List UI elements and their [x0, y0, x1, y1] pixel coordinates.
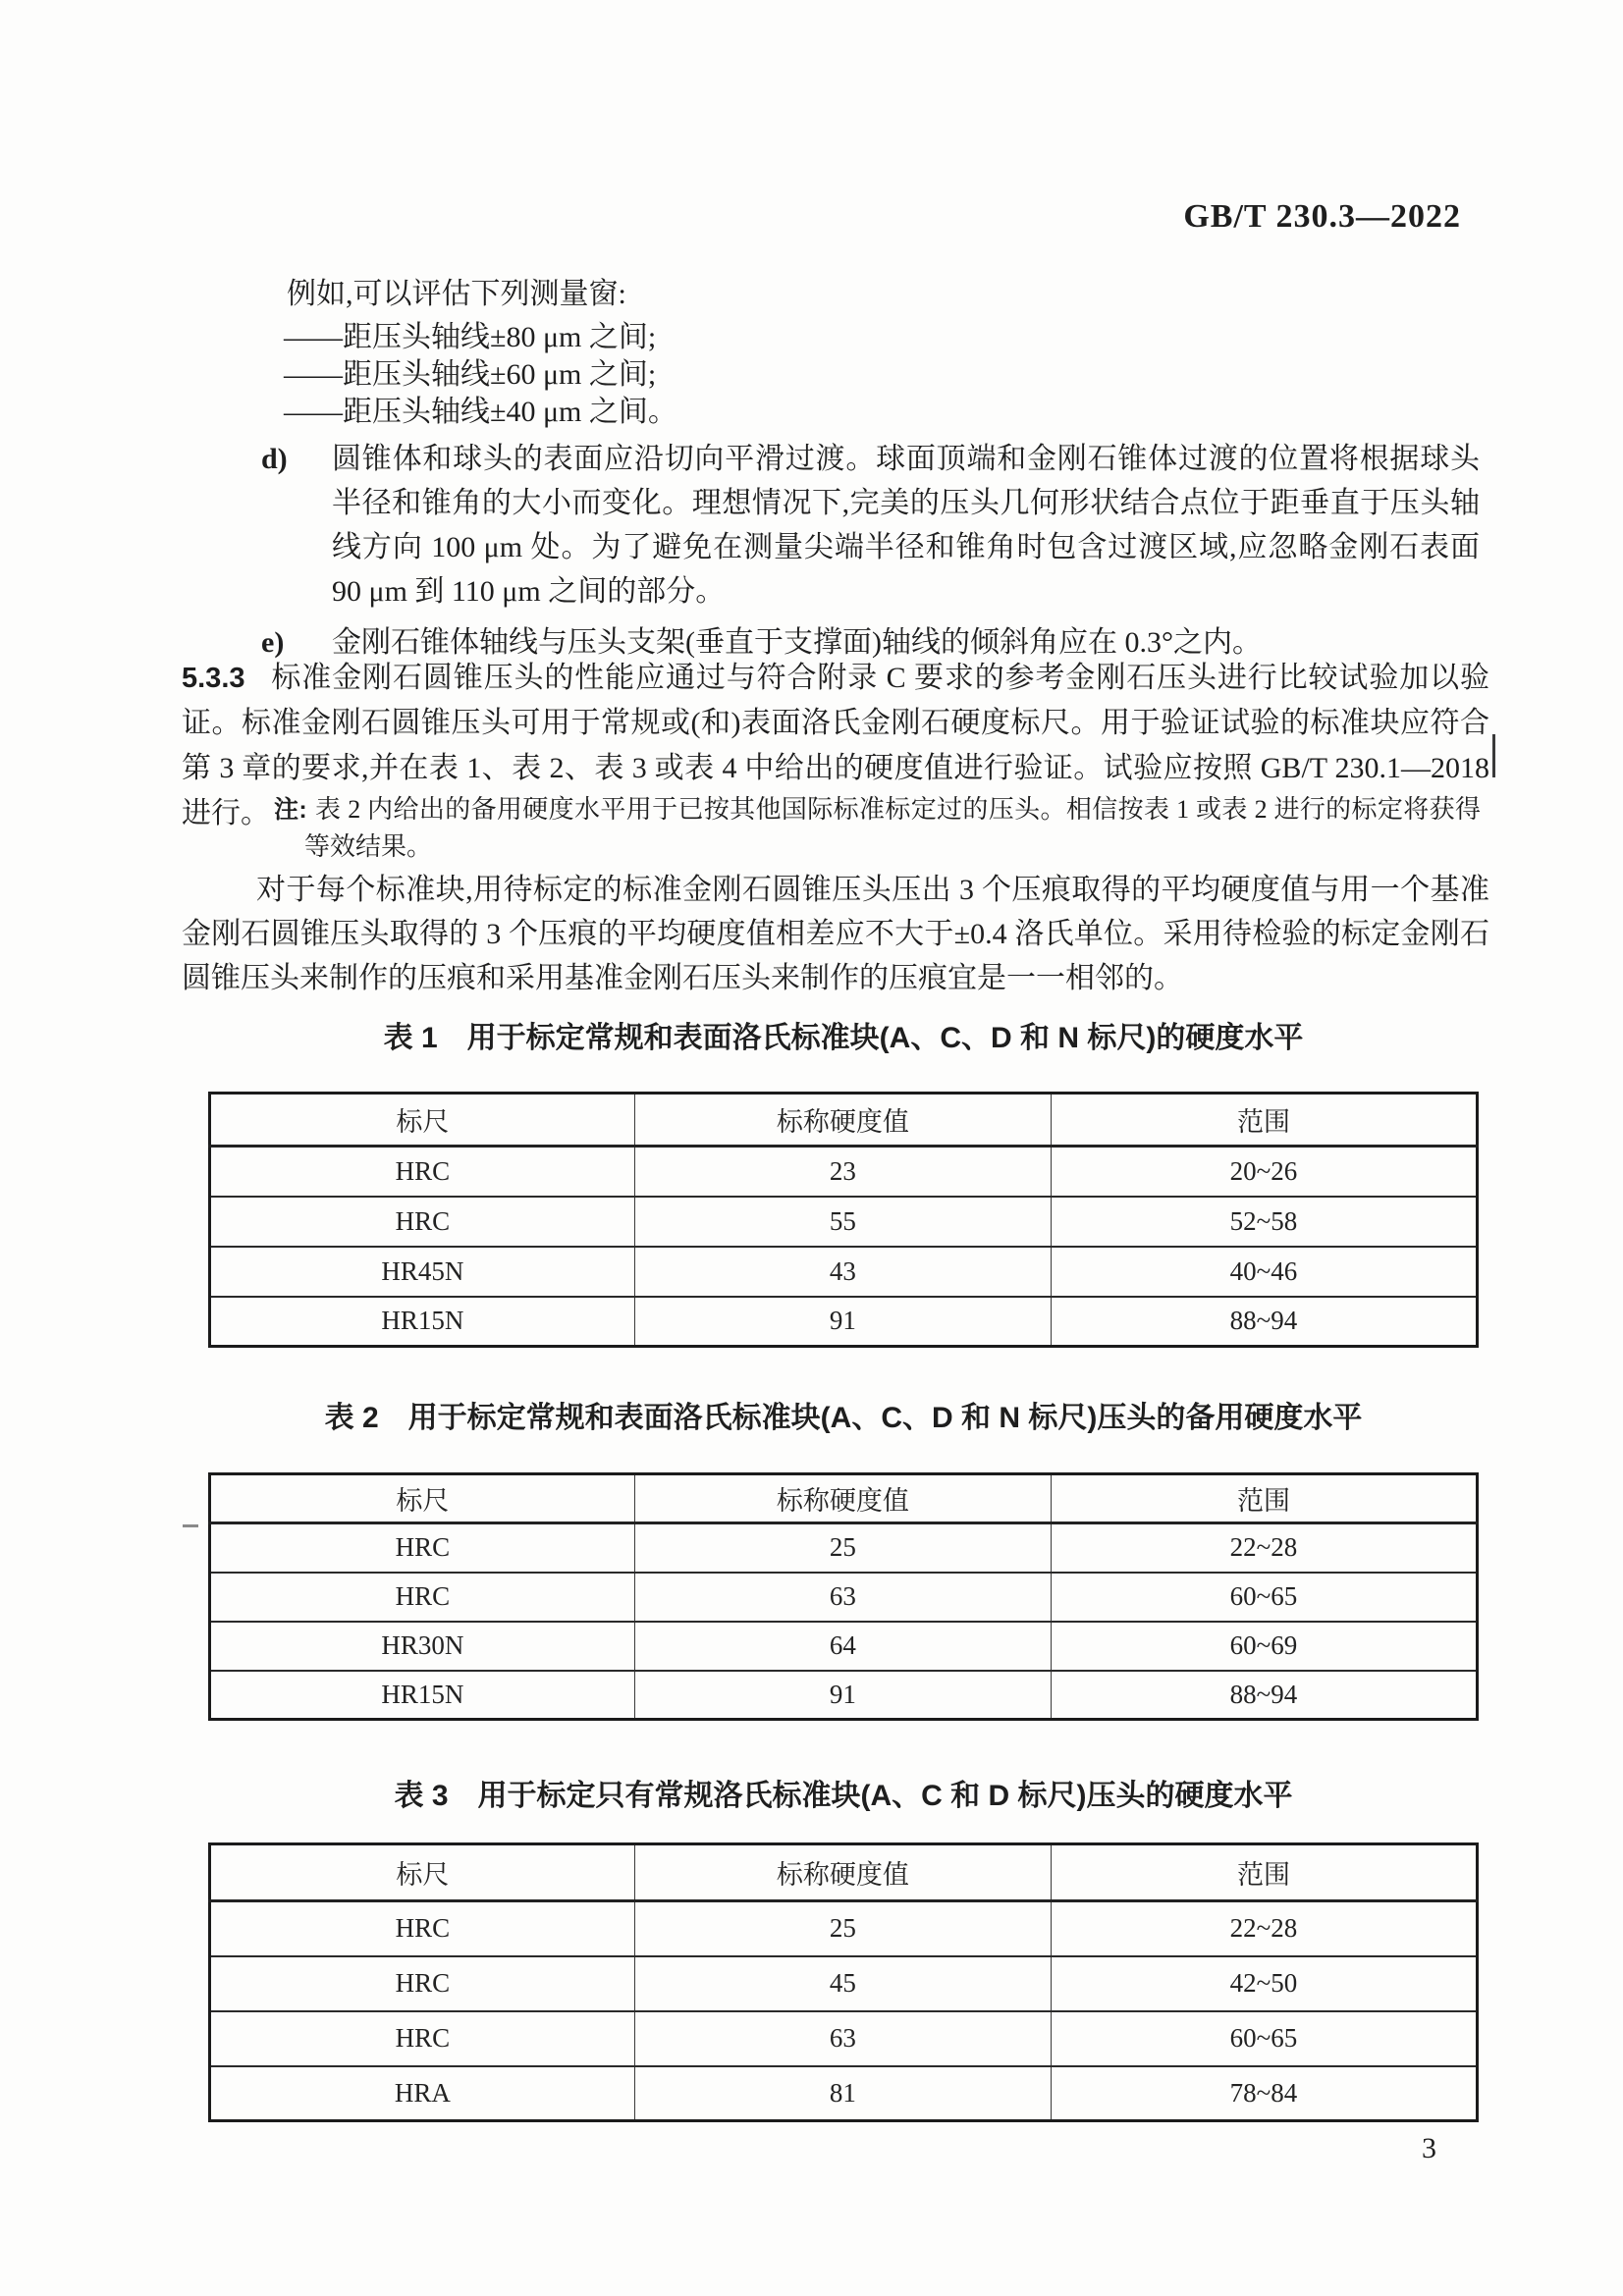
table-header-row [210, 1474, 1478, 1523]
list-item-e-label: e) [261, 626, 285, 659]
table-cell: 60~65 [1051, 2011, 1477, 2066]
intro-line: 例如,可以评估下列测量窗: [287, 278, 626, 310]
table-row [210, 1573, 1478, 1622]
column-header: 标尺 [210, 1094, 635, 1147]
column-header: 范围 [1051, 1844, 1477, 1901]
note-text: 表 2 内给出的备用硬度水平用于已按其他国际标准标定过的压头。相信按表 1 或表 2 进行的标定将获得等效结果。 [304, 795, 1481, 861]
table-1 [208, 1092, 1479, 1348]
table-row [210, 2011, 1478, 2066]
table-cell: HRA [210, 2066, 635, 2121]
table-cell: HRC [210, 1901, 635, 1956]
table-cell: 88~94 [1051, 1297, 1477, 1347]
table-2-title: 表 2 用于标定常规和表面洛氏标准块(A、C、D 和 N 标尺)压头的备用硬度水平 [324, 1402, 1363, 1434]
table-cell: 63 [634, 1573, 1051, 1622]
table-header-row [210, 1844, 1478, 1901]
table-cell: 78~84 [1051, 2066, 1477, 2121]
table-3 [208, 1842, 1479, 2122]
table-cell: 40~46 [1051, 1247, 1477, 1297]
table-cell: 25 [634, 1523, 1051, 1573]
column-header: 标称硬度值 [634, 1094, 1051, 1147]
table-row [210, 1197, 1478, 1247]
bullet-item: ——距压头轴线±80 μm 之间; [284, 321, 657, 353]
bullet-item: ——距压头轴线±60 μm 之间; [284, 358, 657, 391]
standard-number: GB/T 230.3—2022 [1183, 198, 1461, 235]
bullet-item: ——距压头轴线±40 μm 之间。 [284, 396, 677, 428]
table-cell: 52~58 [1051, 1197, 1477, 1247]
list-item-e-text: 金刚石锥体轴线与压头支架(垂直于支撑面)轴线的倾斜角应在 0.3°之内。 [332, 626, 1262, 659]
table-cell: 22~28 [1051, 1523, 1477, 1573]
table-row [210, 1297, 1478, 1347]
table-cell: 63 [634, 2011, 1051, 2066]
table-row [210, 1622, 1478, 1671]
column-header: 标称硬度值 [634, 1844, 1051, 1901]
table-cell: HRC [210, 1147, 635, 1197]
table-cell: 60~69 [1051, 1622, 1477, 1671]
table-cell: HRC [210, 2011, 635, 2066]
table-cell: 45 [634, 1956, 1051, 2011]
clause-text: 标准金刚石圆锥压头的性能应通过与符合附录 C 要求的参考金刚石压头进行比较试验加以验证。标准金刚石圆锥压头可用于常规或(和)表面洛氏金刚石硬度标尺。用于验证试验的标准块应符合第 3 章的要求,并在表 1、表 2、表 3 或表 4 中给出的硬度值进行验证。试验应按照 GB/T 230.1—2018 进行。 [182, 662, 1489, 829]
column-header: 标尺 [210, 1844, 635, 1901]
table-row [210, 2066, 1478, 2121]
table-cell: HRC [210, 1197, 635, 1247]
column-header: 范围 [1051, 1094, 1477, 1147]
table-cell: 55 [634, 1197, 1051, 1247]
table-cell: HR30N [210, 1622, 635, 1671]
list-item-d [261, 437, 1480, 614]
table-cell: HR15N [210, 1297, 635, 1347]
table-row [210, 1901, 1478, 1956]
margin-change-bar [1492, 734, 1495, 777]
table-cell: 81 [634, 2066, 1051, 2121]
table-cell: 23 [634, 1147, 1051, 1197]
table-row [210, 1523, 1478, 1573]
table-cell: HRC [210, 1956, 635, 2011]
table-3-title: 表 3 用于标定只有常规洛氏标准块(A、C 和 D 标尺)压头的硬度水平 [394, 1780, 1293, 1812]
list-item-d-label: d) [261, 443, 288, 475]
table-cell: HRC [210, 1573, 635, 1622]
table-row [210, 1956, 1478, 2011]
table-cell: 43 [634, 1247, 1051, 1297]
note-label: 注: [274, 796, 307, 824]
table-cell: 60~65 [1051, 1573, 1477, 1622]
page-number: 3 [1422, 2132, 1436, 2164]
note-paragraph [274, 791, 1481, 866]
table-cell: 20~26 [1051, 1147, 1477, 1197]
table-row [210, 1247, 1478, 1297]
table-cell: HRC [210, 1523, 635, 1573]
table-cell: 25 [634, 1901, 1051, 1956]
table-cell: 91 [634, 1671, 1051, 1720]
table-row [210, 1147, 1478, 1197]
clause-number: 5.3.3 [182, 663, 245, 694]
table-cell: 64 [634, 1622, 1051, 1671]
column-header: 标称硬度值 [634, 1474, 1051, 1523]
table-cell: 88~94 [1051, 1671, 1477, 1720]
column-header: 范围 [1051, 1474, 1477, 1523]
table-header-row [210, 1094, 1478, 1147]
table-cell: 22~28 [1051, 1901, 1477, 1956]
body-paragraph: 对于每个标准块,用待标定的标准金刚石圆锥压头压出 3 个压痕取得的平均硬度值与用一个基准金刚石圆锥压头取得的 3 个压痕的平均硬度值相差应不大于±0.4 洛氏单位。采用待检验的标定金刚石圆锥压头来制作的压痕和采用基准金刚石压头来制作的压痕宜是一一相邻的。 [182, 874, 1489, 994]
table-1-title: 表 1 用于标定常规和表面洛氏标准块(A、C、D 和 N 标尺)的硬度水平 [383, 1022, 1304, 1054]
table-2 [208, 1472, 1479, 1721]
table-cell: 91 [634, 1297, 1051, 1347]
table-row [210, 1671, 1478, 1720]
table-cell: HR45N [210, 1247, 635, 1297]
margin-artifact [183, 1524, 198, 1527]
list-item-d-text: 圆锥体和球头的表面应沿切向平滑过渡。球面顶端和金刚石锥体过渡的位置将根据球头半径和锥角的大小而变化。理想情况下,完美的压头几何形状结合点位于距垂直于压头轴线方向 100 μm 处。为了避免在测量尖端半径和锥角时包含过渡区域,应忽略金刚石表面 90 μm 到 110 μm 之间的部分。 [332, 443, 1480, 608]
table-cell: HR15N [210, 1671, 635, 1720]
column-header: 标尺 [210, 1474, 635, 1523]
bullet-list [284, 319, 1167, 431]
table-cell: 42~50 [1051, 1956, 1477, 2011]
